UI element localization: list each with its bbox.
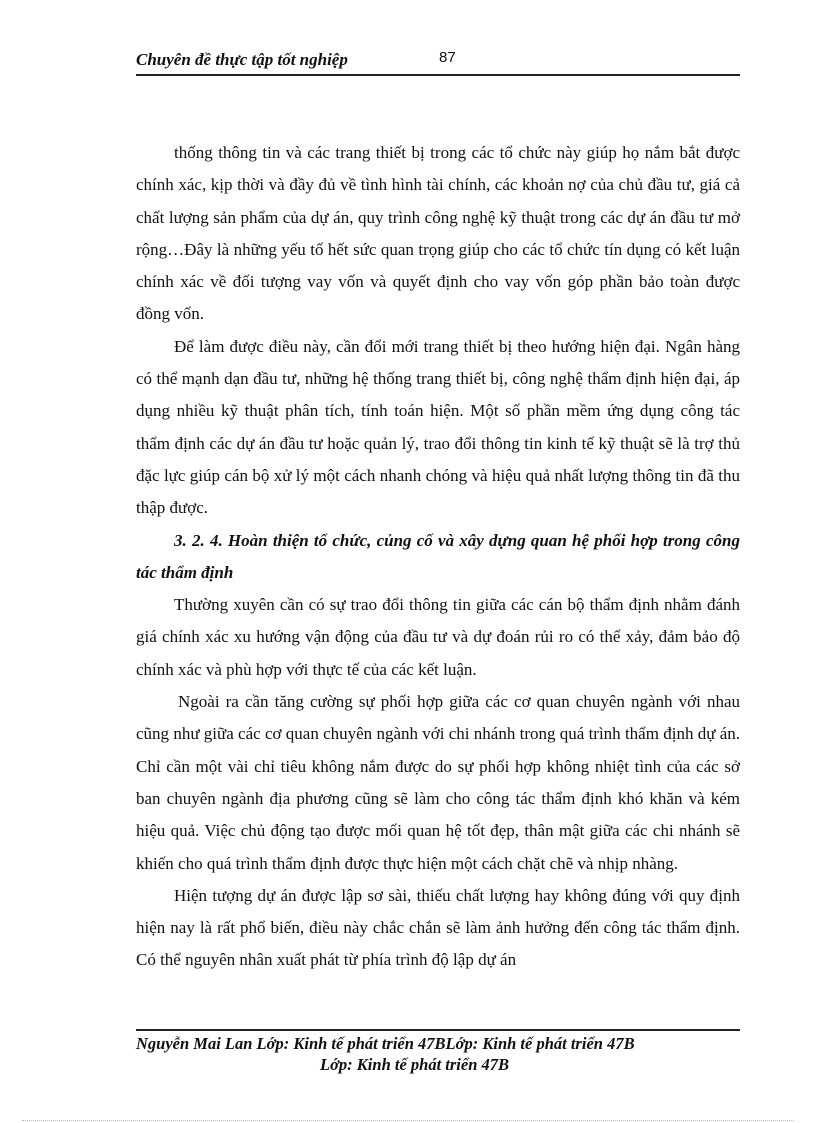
section-heading: 3. 2. 4. Hoàn thiện tổ chức, củng cố và xây dựng quan hệ phối hợp trong công tác thẩm định: [136, 530, 740, 582]
footer-class-line: Lớp: Kinh tế phát triển 47B: [320, 1055, 510, 1074]
page-number: 87: [439, 49, 456, 66]
page-footer: [136, 1033, 740, 1075]
paragraph: Để làm được điều này, cần đổi mới trang thiết bị theo hướng hiện đại. Ngân hàng có thể mạnh dạn đầu tư, những hệ thống trang thiết bị, công nghệ thẩm định hiện đại, áp dụng nhiều kỹ thuật phân tích, tính toán hiện. Một số phần mềm ứng dụng công tác thẩm định các dự án đầu tư hoặc quản lý, trao đổi thông tin kinh tế kỹ thuật sẽ là trợ thủ đặc lực giúp cán bộ xử lý một cách nhanh chóng và hiệu quả nhất lượng thông tin đã thu thập được.: [136, 336, 740, 518]
paragraph: Hiện tượng dự án được lập sơ sài, thiếu chất lượng hay không đúng với quy định hiện nay là rất phổ biến, điều này chắc chắn sẽ làm ảnh hưởng đến công tác thẩm định. Có thể nguyên nhân xuất phát từ phía trình độ lập dự án: [136, 885, 740, 970]
paragraph: Thường xuyên cần có sự trao đổi thông tin giữa các cán bộ thẩm định nhằm đánh giá chính xác xu hướng vận động của đầu tư và dự đoán rủi ro có thể xảy, đảm bảo độ chính xác và phù hợp với thực tế của các kết luận.: [136, 595, 740, 679]
paragraph: thống thông tin và các trang thiết bị trong các tổ chức này giúp họ nắm bắt được chính xác, kịp thời và đầy đủ về tình hình tài chính, các khoản nợ của chủ đầu tư, giá cả chất lượng sản phẩm của dự án, quy trình công nghệ kỹ thuật trong các dự án đầu tư mở rộng…Đây là những yếu tố hết sức quan trọng giúp cho các tổ chức tín dụng có kết luận chính xác về đối tượng vay vốn và quyết định cho vay vốn góp phần bảo toàn được đồng vốn.: [136, 143, 740, 324]
paragraph: Ngoài ra cần tăng cường sự phối hợp giữa các cơ quan chuyên ngành với nhau cũng như giữa các cơ quan chuyên ngành với chi nhánh trong quá trình thẩm định dự án. Chỉ cần một vài chỉ tiêu không nắm được do sự phối hợp không nhiệt tình của các sở ban chuyên ngành địa phương cũng sẽ làm cho công tác thẩm định khó khăn và kém hiệu quả. Việc chủ động tạo được mối quan hệ tốt đẹp, thân mật giữa các chi nhánh sẽ khiến cho quá trình thẩm định được thực hiện một cách chặt chẽ và nhịp nhàng.: [136, 692, 740, 873]
footer-author-line: Nguyễn Mai Lan Lớp: Kinh tế phát triển 47BLớp: Kinh tế phát triển 47B: [136, 1034, 635, 1053]
document-body: [136, 137, 740, 977]
page-edge-dotted-line: [22, 1120, 794, 1121]
footer-divider: [136, 1029, 740, 1031]
page-header: [136, 46, 740, 76]
header-title: Chuyên đề thực tập tốt nghiệp: [136, 50, 348, 69]
